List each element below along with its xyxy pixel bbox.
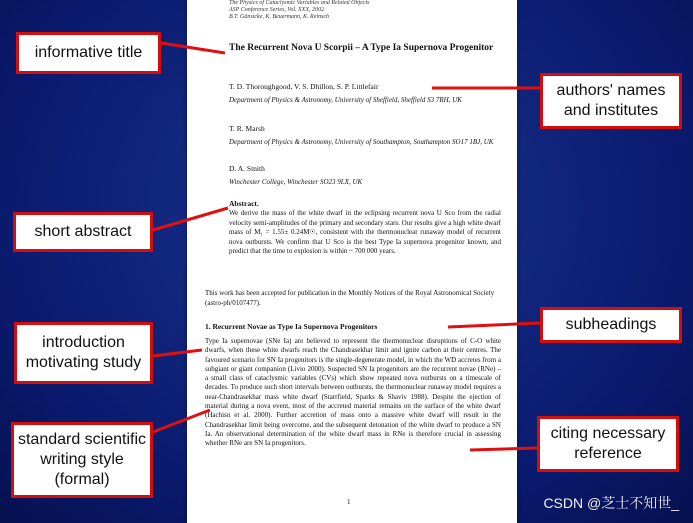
- header-line: B.T. Gänsicke, K. Beuermann, K. Reinsch: [229, 14, 330, 20]
- label-citing-reference: citing necessary reference: [537, 416, 679, 472]
- arrow-abstract: [153, 208, 228, 230]
- abstract-text: We derive the mass of the white dwarf in the eclipsing recurrent nova U Sco from the radial velocity semi-amplitudes of the primary and secondary stars. Our results give a high white dwarf mass of M₁ = 1.55± 0.24M☉, consistent with the thermonuclear runaway model of recurrent nova outbursts. We confirm that U Sco is the best Type Ia supernova progenitor known, and predict that the time to explosion is within ~ 700 000 years.: [229, 209, 501, 256]
- arrow-title: [161, 43, 225, 53]
- arrow-writing-style: [153, 410, 210, 432]
- institute-line: Winchester College, Winchester SO23 9LX, UK: [229, 178, 363, 186]
- institute-line: Department of Physics & Astronomy, University of Southampton, Southampton SO17 1BJ, UK: [229, 138, 494, 146]
- section-heading: 1. Recurrent Novae as Type Ia Supernova Progenitors: [205, 322, 378, 331]
- page-number: 1: [347, 498, 351, 506]
- label-introduction: introduction motivating study: [14, 322, 153, 384]
- authors-line: T. D. Thoroughgood, V. S. Dhillon, S. P. Littlefair: [229, 82, 379, 91]
- abstract-heading: Abstract.: [229, 199, 259, 208]
- acceptance-note: This work has been accepted for publication in the Monthly Notices of the Royal Astronomical Society (astro-ph/0107477).: [205, 289, 495, 307]
- label-short-abstract: short abstract: [13, 212, 153, 252]
- watermark: CSDN @芝士不知世_: [543, 495, 679, 511]
- label-authors-institutes: authors' names and institutes: [540, 73, 682, 129]
- arrow-subheadings: [448, 323, 540, 327]
- header-line: The Physics of Cataclysmic Variables and Related Objects: [229, 0, 370, 6]
- label-informative-title: informative title: [16, 32, 161, 74]
- arrow-introduction: [153, 350, 202, 356]
- label-writing-style: standard scientific writing style (formal): [11, 422, 153, 498]
- body-text: Type Ia supernovae (SNe Ia) are believed to represent the thermonuclear disruptions of C-O white dwarfs, when these white dwarfs reach the Chandrasekhar limit and ignite carbon at their centres. The favoured scenario for SN Ia progenitors is the single-degenerate model, in which the WD accretes from a subgiant or giant companion (Livio 2000). Suspected SN Ia progenitors are the recurrent novae (RNe) – a small class of cataclysmic variables (CVs) which show repeated nova outbursts on a timescale of decades. To produce such short intervals between outbursts, the thermonuclear runaway model requires a near-Chandrasekhar mass white dwarf (Starrfield, Sparks & Shaviv 1988). Despite the ejection of material during a nova event, most of the accreted material remains on the surface of the white dwarf (Hachisu et al. 2000). Further accretion of mass onto a massive white dwarf will result in the Chandrasekhar limit being overcome, and the subsequent detonation of the white dwarf to produce a SN Ia. An observational determination of the white dwarf mass in RNe is therefore crucial in assessing whether RNe are SN Ia progenitors.: [205, 337, 501, 448]
- authors-line: T. R. Marsh: [229, 124, 265, 133]
- arrow-citing: [470, 448, 537, 450]
- authors-line: D. A. Smith: [229, 164, 265, 173]
- paper-title: The Recurrent Nova U Scorpii – A Type Ia Supernova Progenitor: [229, 43, 494, 53]
- header-line: ASP Conference Series, Vol. XXX, 2002: [229, 7, 324, 13]
- label-subheadings: subheadings: [540, 307, 682, 343]
- institute-line: Department of Physics & Astronomy, University of Sheffield, Sheffield S3 7RH, UK: [229, 96, 462, 104]
